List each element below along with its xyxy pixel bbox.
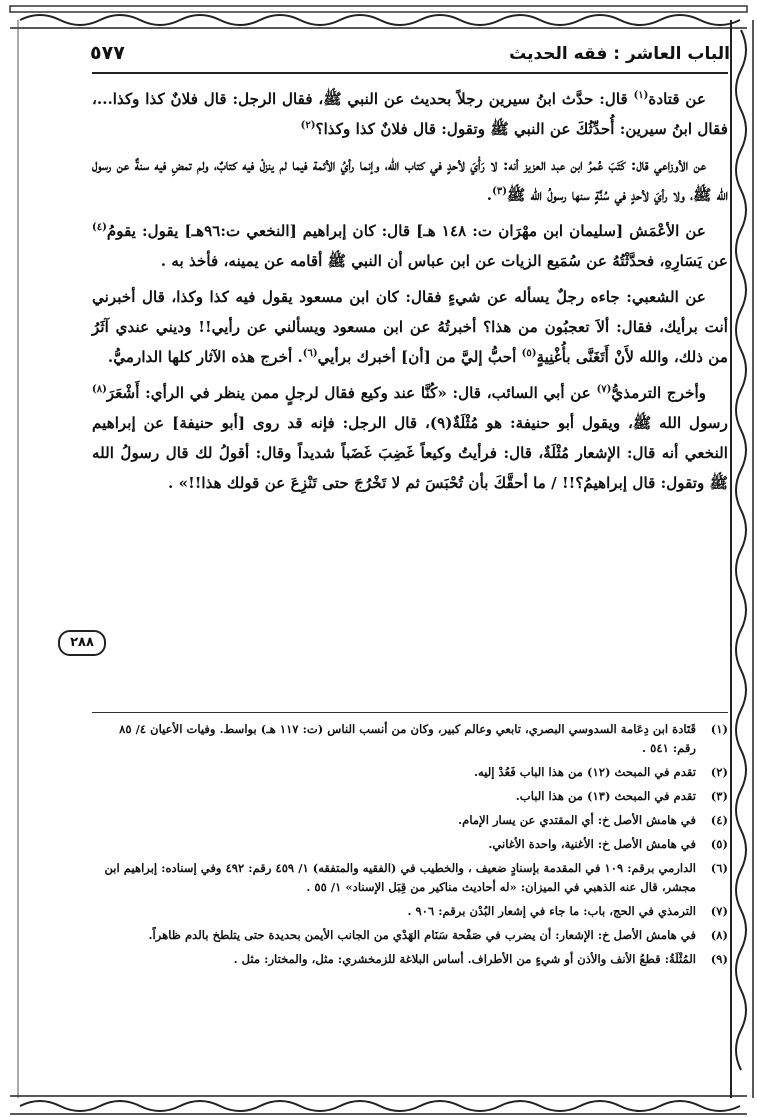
right-border-ornament <box>727 20 757 1098</box>
page-number: ٥٧٧ <box>90 42 125 64</box>
footnote: (٤) في هامش الأصل خ: أي المقتدي عن يسار الإمام. <box>458 813 728 827</box>
footnote: (٧) الترمذي في الحج، باب: ما جاء في إشعار البُدْن برقم: ٩٠٦ . <box>407 904 728 918</box>
bottom-border-ornament <box>0 1092 757 1117</box>
footnotes <box>92 720 728 974</box>
header-divider <box>92 72 728 74</box>
chapter-title: الباب العاشر : فقه الحديث <box>509 44 730 64</box>
paragraph: عن قتادة$^{(١)}$ قال: حدَّث ابنُ سيرين رجلاً بحديث عن النبي ﷺ، فقال الرجل: قال فلانٌ كذا وكذا...، فقال ابنُ سيرين: أُحدِّثُكَ عن النبي ﷺ وتقول: قال فلانٌ كذا وكذا؟$^{(٢)}$ <box>92 89 728 138</box>
footnote: (١) قَتَادة ابن دِعَامة السدوسي البصري، تابعي وعالم كبير، وكان من أنسب الناس (ت: ١١٧ هـ) بواسط. وفيات الأعيان ٤/ ٨٥ رقم: ٥٤١ . <box>119 722 728 755</box>
left-border-ornament <box>0 20 22 1098</box>
footnote: (٢) تقدم في المبحث (١٢) من هذا الباب فَعُدْ إليه. <box>473 765 728 779</box>
paragraph: عن الأعْمَش [سليمان ابن مهْرَان ت: ١٤٨ هـ] قال: كان إبراهيم [النخعي ت:٩٦هـ] يقول: يقومُ$^{(٤)}$ عن يَسَارِهِ، فحدَّثْتُهُ عن سُمَيع الزيات عن ابن عباس أن النبي ﷺ أقامه عن يمينه، فأخذ به . <box>92 221 728 270</box>
paragraph: عن الشعبي: جاءه رجلٌ يسأله عن شيءٍ فقال: كان ابن مسعود يقول فيه كذا وكذا، قال أخبرني أنت برأيك، فقال: ألاَ تعجبُون من هذا؟ أخبرتُهُ عن ابن مسعود ويسألني عن رأيي!! وديني عندي آثَرُ من ذلك، والله لأَنْ أَتَغَنَّى بأُغْنِيةٍ$^{(٥)}$ أحبُّ إليَّ من [أن] أخبرك برأيي$^{(٦)}$. أخرج هذه الآثار كلها الدارميُّ. <box>92 288 728 366</box>
footnote: (٣) تقدم في المبحث (١٣) من هذا الباب. <box>515 789 728 803</box>
footnote: (٩) المُثْلَةُ: قطعُ الأنف والأذن أو شيءٍ من الأطراف. أساس البلاغة للزمخشري: مثل، والمختار: مثل . <box>233 952 728 966</box>
top-border-ornament <box>0 0 757 34</box>
paragraph: وأخرج الترمذيُّ$^{(٧)}$ عن أبي السائب، قال: «كُنَّا عند وكيع فقال لرجلٍ ممن ينظر في الرأي: أَشْعَرَ$^{(٨)}$ رسول الله ﷺ، ويقول أبو حنيفة: هو مُثْلَةٌ(٩)، قال الرجل: فإنه قد روى [أبو حنيفة] عن إبراهيم النخعي أنه قال: الإشعار مُثْلَةٌ، قال: فرأيتُ وكيعاً غَضِبَ غَضَباً شديداً وقال: أقولُ لك قال رسولُ الله ﷺ وتقول: قال إبراهيمُ؟!! / ما أحقَّكَ بأن تُحْبَسَ ثم لا تَخْرُجَ حتى تَنْزِعَ عن قولك هذا!!» . <box>92 383 728 492</box>
page-header <box>90 42 730 72</box>
margin-page-marker: ٢٨٨ <box>58 630 106 656</box>
footnote: (٦) الدارمي برقم: ١٠٩ في المقدمة بإسنادٍ ضعيف ، والخطيب في (الفقيه والمتفقه) ١/ ٤٥٩ رقم: ٤٩٢ وفي إسناده: إبراهيم ابن مجشر، قال عنه الذهبي في الميزان: «له أحاديث مناكير من قِبَل الإسناد» ١/ ٥٥ . <box>104 861 728 894</box>
footnote-divider <box>92 712 728 713</box>
paragraph: عن الأوزاعي قال: كَتَبَ عُمرُ ابن عبد العزيز أنه: لا رَأْيَ لأحدٍ في كتاب الله، وإنما رأيُ الأئمة فيما لم ينزلْ فيه كتابٌ، ولم تمضِ فيه سنةٌ عن رسول الله ﷺ، ولا رأيَ لأحدٍ في سُنَّةٍ سنها رسولُ الله ﷺ$^{(٣)}$. <box>92 156 728 204</box>
main-text <box>92 84 728 504</box>
footnote: (٥) في هامش الأصل خ: الأغنية، واحدة الأغاني. <box>488 837 728 851</box>
footnote: (٨) في هامش الأصل خ: الإشعار: أن يضرب في صَفْحة سَنَام الهَدْي من الجانب الأيمن بحديدة حتى يتلطخ بالدم ظاهراً. <box>148 928 728 942</box>
